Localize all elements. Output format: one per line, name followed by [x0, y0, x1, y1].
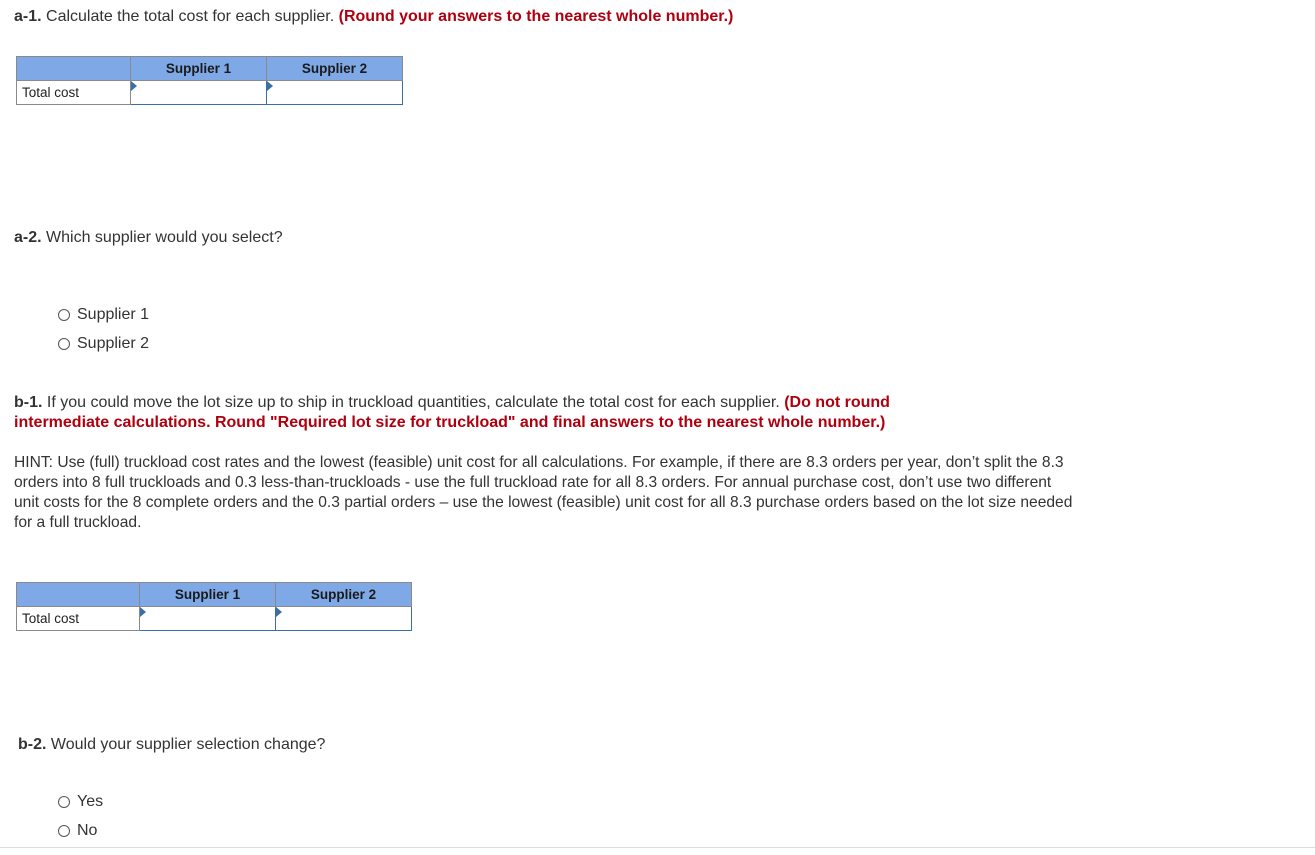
radio-label-supplier-1: Supplier 1: [77, 306, 150, 323]
b1-total-cost-supplier-1-input[interactable]: [140, 607, 275, 630]
input-marker-icon: [267, 81, 273, 91]
radio-circle-icon[interactable]: [58, 825, 70, 837]
question-b2-number: b-2.: [18, 736, 47, 753]
question-a2-text: Which supplier would you select?: [41, 229, 283, 246]
page-bottom-divider: [0, 847, 1315, 848]
radio-circle-icon[interactable]: [58, 309, 70, 321]
a1-row-label-total-cost: Total cost: [17, 81, 131, 105]
question-b1-text: If you could move the lot size up to ship in truckload quantities, calculate the total cost for each supplier.: [42, 394, 785, 411]
radio-circle-icon[interactable]: [58, 796, 70, 808]
hint-paragraph: HINT: Use (full) truckload cost rates and the lowest (feasible) unit cost for all calculations. For example, if there are 8.3 orders per year, don’t split the 8.3 orders into 8 full truckloads and 0.3 less-than-truckloads - use the full truckload rate for all 8.3 orders. For annual purchase cost, don’t use two different unit costs for the 8 complete orders and the 0.3 partial orders – use the lowest (feasible) unit cost for all 8.3 purchase orders based on the lot size needed for a full truckload.: [14, 454, 1073, 531]
question-b2-text: Would your supplier selection change?: [46, 736, 326, 753]
table-corner-cell: [17, 57, 131, 81]
radio-circle-icon[interactable]: [58, 338, 70, 350]
question-b2: [18, 735, 325, 755]
table-corner-cell: [17, 583, 140, 607]
a1-total-cost-supplier-1-input[interactable]: [131, 81, 266, 104]
b1-cost-table: [16, 582, 412, 631]
question-a2: [14, 228, 283, 248]
question-a2-number: a-2.: [14, 229, 42, 246]
b1-total-cost-supplier-2-input[interactable]: [276, 607, 411, 630]
a1-total-cost-supplier-2-input[interactable]: [267, 81, 402, 104]
question-a1: [14, 7, 733, 27]
input-marker-icon: [140, 607, 146, 617]
a1-input-cell-supplier-1[interactable]: [131, 81, 267, 105]
radio-option-supplier-2[interactable]: [58, 335, 149, 353]
question-b1-line1: [14, 393, 890, 413]
b1-input-cell-supplier-1[interactable]: [140, 607, 276, 631]
question-b1-number: b-1.: [14, 394, 43, 411]
question-b1-instruction-line2: intermediate calculations. Round "Required lot size for truckload" and final answers to the nearest whole number.): [14, 414, 886, 431]
radio-option-no[interactable]: [58, 822, 97, 840]
a1-header-supplier-1: Supplier 1: [131, 57, 267, 81]
question-a1-text: Calculate the total cost for each supplier.: [41, 8, 339, 25]
radio-label-yes: Yes: [77, 793, 104, 810]
input-marker-icon: [131, 81, 137, 91]
a1-header-supplier-2: Supplier 2: [267, 57, 403, 81]
a1-input-cell-supplier-2[interactable]: [267, 81, 403, 105]
question-a1-instruction: (Round your answers to the nearest whole number.): [338, 8, 734, 25]
radio-option-yes[interactable]: [58, 793, 103, 811]
b1-input-cell-supplier-2[interactable]: [276, 607, 412, 631]
input-marker-icon: [276, 607, 282, 617]
question-a1-number: a-1.: [14, 8, 42, 25]
radio-label-supplier-2: Supplier 2: [77, 335, 150, 352]
radio-label-no: No: [77, 822, 98, 839]
b1-header-supplier-2: Supplier 2: [276, 583, 412, 607]
question-b1-instruction-line1: (Do not round: [784, 394, 890, 411]
a1-cost-table: [16, 56, 403, 105]
b1-header-supplier-1: Supplier 1: [140, 583, 276, 607]
radio-option-supplier-1[interactable]: [58, 306, 149, 324]
b1-row-label-total-cost: Total cost: [17, 607, 140, 631]
